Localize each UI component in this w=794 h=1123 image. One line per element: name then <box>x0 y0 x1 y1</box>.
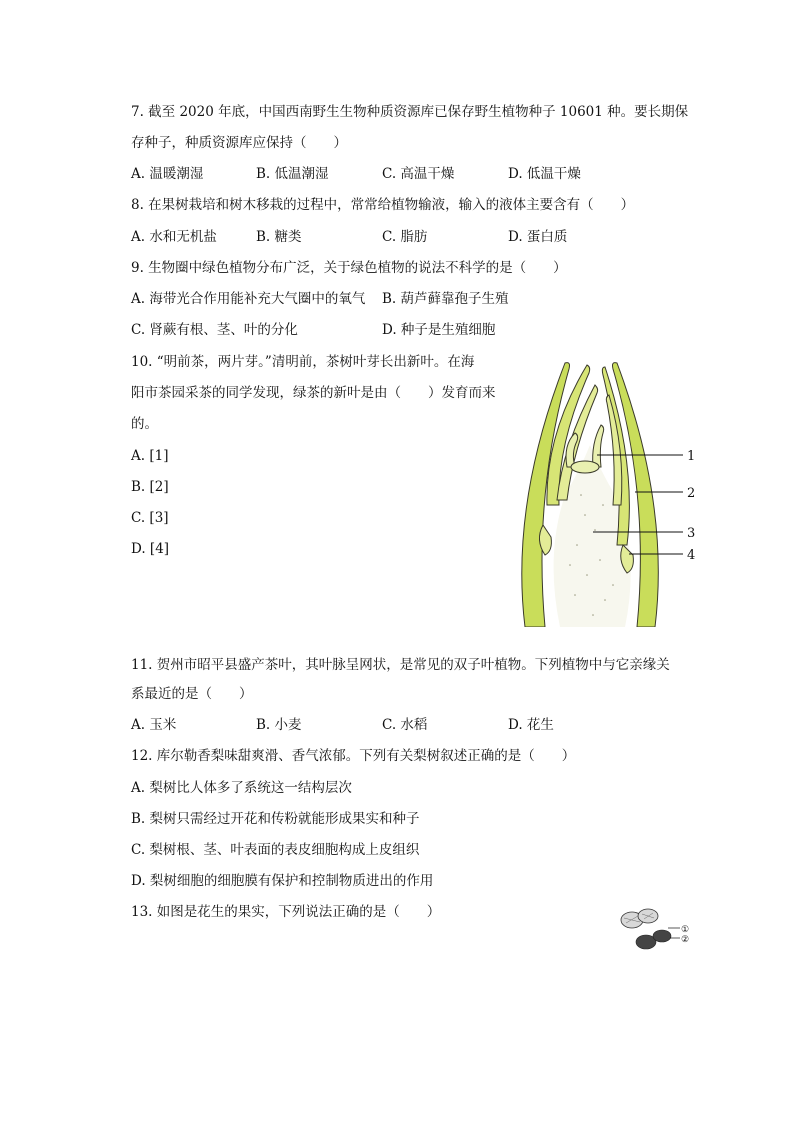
q9-option-b[interactable]: B. 葫芦藓靠孢子生殖 <box>382 291 509 307</box>
q8-option-b[interactable]: B. 糖类 <box>256 229 302 245</box>
q10-option-a[interactable]: A. [1] <box>131 448 169 464</box>
q11-option-a[interactable]: A. 玉米 <box>131 717 177 733</box>
q11-stem-line1: 11. 贺州市昭平县盛产茶叶，其叶脉呈网状，是常见的双子叶植物。下列植物中与它亲缘关 <box>131 657 670 673</box>
q10-stem-line3: 的。 <box>131 416 158 432</box>
q7-option-b[interactable]: B. 低温潮湿 <box>256 166 329 182</box>
q12-option-b[interactable]: B. 梨树只需经过开花和传粉就能形成果实和种子 <box>131 811 420 827</box>
figure-label-1: 1 <box>687 449 696 464</box>
q11-option-c[interactable]: C. 水稻 <box>382 717 428 733</box>
q7-stem-line2: 存种子，种质资源库应保持（ ） <box>131 135 347 151</box>
peanut-label-2: ② <box>681 935 690 945</box>
q10-option-d[interactable]: D. [4] <box>131 541 170 557</box>
q8-option-c[interactable]: C. 脂肪 <box>382 229 428 245</box>
leaf-bud-section-figure <box>505 355 705 627</box>
q11-option-b[interactable]: B. 小麦 <box>256 717 302 733</box>
q10-stem-line1: 10. “明前茶，两片芽。”清明前，茶树叶芽长出新叶。在海 <box>131 354 475 370</box>
q10-option-c[interactable]: C. [3] <box>131 510 169 526</box>
q12-option-c[interactable]: C. 梨树根、茎、叶表面的表皮细胞构成上皮组织 <box>131 842 420 858</box>
q11-option-d[interactable]: D. 花生 <box>508 717 554 733</box>
peanut-label-1: ① <box>681 925 690 935</box>
q9-option-d[interactable]: D. 种子是生殖细胞 <box>382 322 496 338</box>
q9-option-c[interactable]: C. 肾蕨有根、茎、叶的分化 <box>131 322 298 338</box>
q7-option-a[interactable]: A. 温暖潮湿 <box>131 166 204 182</box>
q7-option-d[interactable]: D. 低温干燥 <box>508 166 581 182</box>
q12-option-d[interactable]: D. 梨树细胞的细胞膜有保护和控制物质进出的作用 <box>131 873 434 889</box>
q10-option-b[interactable]: B. [2] <box>131 479 169 495</box>
q9-stem: 9. 生物圈中绿色植物分布广泛，关于绿色植物的说法不科学的是（ ） <box>131 260 567 276</box>
q8-stem: 8. 在果树栽培和树木移栽的过程中，常常给植物输液，输入的液体主要含有（ ） <box>131 197 635 213</box>
q7-stem-line1: 7. 截至 2020 年底，中国西南野生生物种质资源库已保存野生植物种子 10601 种。要长期保 <box>131 104 689 120</box>
figure-label-4: 4 <box>687 548 696 563</box>
q11-stem-line2: 系最近的是（ ） <box>131 686 253 702</box>
q9-option-a[interactable]: A. 海带光合作用能补充大气圈中的氧气 <box>131 291 366 307</box>
q10-stem-line2: 阳市茶园采茶的同学发现，绿茶的新叶是由（ ）发育而来 <box>131 385 496 401</box>
peanut-seeds <box>636 930 671 949</box>
q12-stem: 12. 库尔勒香梨味甜爽滑、香气浓郁。下列有关梨树叙述正确的是（ ） <box>131 748 576 764</box>
figure-label-3: 3 <box>687 526 696 541</box>
peanut-fruit-figure <box>618 906 694 956</box>
q8-option-d[interactable]: D. 蛋白质 <box>508 229 568 245</box>
q13-stem: 13. 如图是花生的果实，下列说法正确的是（ ） <box>131 904 441 920</box>
q8-option-a[interactable]: A. 水和无机盐 <box>131 229 217 245</box>
figure-label-2: 2 <box>687 486 696 501</box>
q7-option-c[interactable]: C. 高温干燥 <box>382 166 455 182</box>
q12-option-a[interactable]: A. 梨树比人体多了系统这一结构层次 <box>131 780 352 796</box>
